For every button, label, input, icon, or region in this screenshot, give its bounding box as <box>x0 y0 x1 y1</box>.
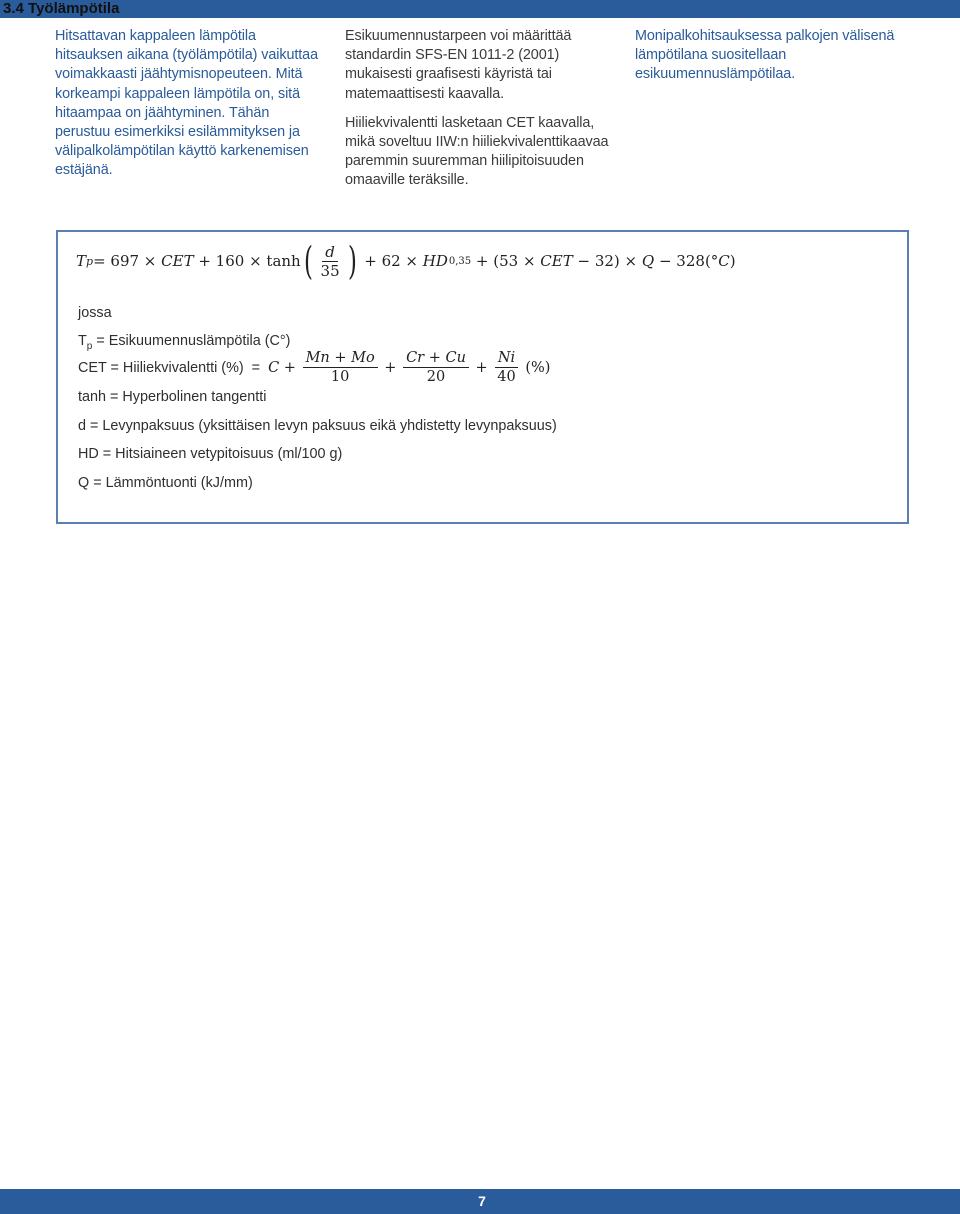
definition-tp-text: = Esikuumennuslämpötila (C°) <box>92 333 291 349</box>
cet-fraction-1-den: 10 <box>330 369 350 385</box>
definition-hd: HD = Hitsiaineen vetypitoisuus (ml/100 g) <box>78 446 343 462</box>
cet-formula <box>268 349 550 386</box>
formula-close: ) <box>729 252 736 270</box>
formula-tp: T <box>76 252 87 270</box>
formula-tanh: + 160 × tanh <box>193 252 301 270</box>
fraction-denominator: 35 <box>320 261 340 280</box>
formula-tp-sub: p <box>86 254 94 268</box>
paragraph-interpass: Monipalkohitsauksessa palkojen välisenä lämpötilana suositellaan esikuumennuslämpötilaa. <box>635 28 895 83</box>
cet-c: C <box>268 359 280 376</box>
formula-eq: = 697 × <box>93 252 162 270</box>
cet-plus-1: + <box>279 359 301 376</box>
formula-cet-1: CET <box>161 252 194 270</box>
footer-bar <box>0 1189 960 1214</box>
text-column-2 <box>345 27 617 201</box>
formula-cet-2: CET <box>540 252 573 270</box>
paragraph-working-temperature: Hitsattavan kappaleen lämpötila hitsauksen aikana (työlämpötila) vaikuttaa voimakkaasti jäähtymisnopeuteen. Mitä korkeampi kappaleen lämpötila on, sitä hitaampaa on jäähtyminen. Tähän perustuu esimerkiksi esilämmityksen ja välipalkolämpötilan käyttö karkenemisen estäjänä. <box>55 28 318 179</box>
cet-fraction-cr-cu <box>403 349 469 386</box>
cet-fraction-1-num: Mn + Mo <box>303 349 378 368</box>
formula-hd-term: + 62 × <box>359 252 423 270</box>
definition-tp-symbol: T <box>78 333 87 349</box>
cet-fraction-3-den: 40 <box>497 369 516 385</box>
cet-fraction-ni <box>494 349 518 386</box>
definition-q: Q = Lämmöntuonti (kJ/mm) <box>78 475 253 491</box>
formula-hd: HD <box>422 252 448 270</box>
definition-d: d = Levynpaksuus (yksittäisen levyn paksuus eikä yhdistetty levynpaksuus) <box>78 418 557 434</box>
page-number: 7 <box>478 1193 486 1209</box>
text-column-3 <box>635 27 910 95</box>
formula-minus-328: − 328(° <box>654 252 719 270</box>
fraction-numerator: d <box>322 243 338 262</box>
paragraph-preheat-need: Esikuumennustarpeen voi määrittää standardin SFS-EN 1011-2 (2001) mukaisesti graafisesti käyristä tai matemaattisesti kaavalla. <box>345 28 572 102</box>
cet-plus-3: + <box>470 359 493 376</box>
cet-fraction-2-num: Cr + Cu <box>403 349 469 368</box>
definition-tp-sub: p <box>86 340 93 352</box>
paren-left: ( <box>303 239 313 283</box>
formula-minus-32: − 32) × <box>572 252 642 270</box>
section-heading <box>0 0 960 18</box>
text-column-1 <box>55 27 320 191</box>
definitions <box>78 232 898 512</box>
formula-box <box>56 230 909 524</box>
definition-tanh: tanh = Hyperbolinen tangentti <box>78 389 267 405</box>
definition-cet-label: CET = Hiiliekvivalentti (%) = <box>78 359 261 376</box>
cet-unit: (%) <box>520 359 551 376</box>
formula-q: Q <box>641 252 655 270</box>
cet-plus-2: + <box>379 359 402 376</box>
paragraph-carbon-equivalent: Hiiliekvivalentti lasketaan CET kaavalla, mikä soveltuu IIW:n hiiliekvivalenttikaavaa paremmin suuremman hiilipitoisuuden omaaville teräksille. <box>345 114 609 189</box>
formula-hd-exponent: 0,35 <box>448 255 472 267</box>
cet-fraction-2-den: 20 <box>426 369 446 385</box>
definition-jossa: jossa <box>78 305 112 321</box>
paren-right: ) <box>347 239 357 283</box>
section-title: 3.4 Työlämpötila <box>3 0 120 17</box>
cet-fraction-mn-mo <box>303 349 378 386</box>
formula-c: C <box>718 252 730 270</box>
cet-fraction-3-num: Ni <box>495 349 518 368</box>
formula-paren-open: + (53 × <box>471 252 541 270</box>
definition-cet <box>78 349 550 386</box>
